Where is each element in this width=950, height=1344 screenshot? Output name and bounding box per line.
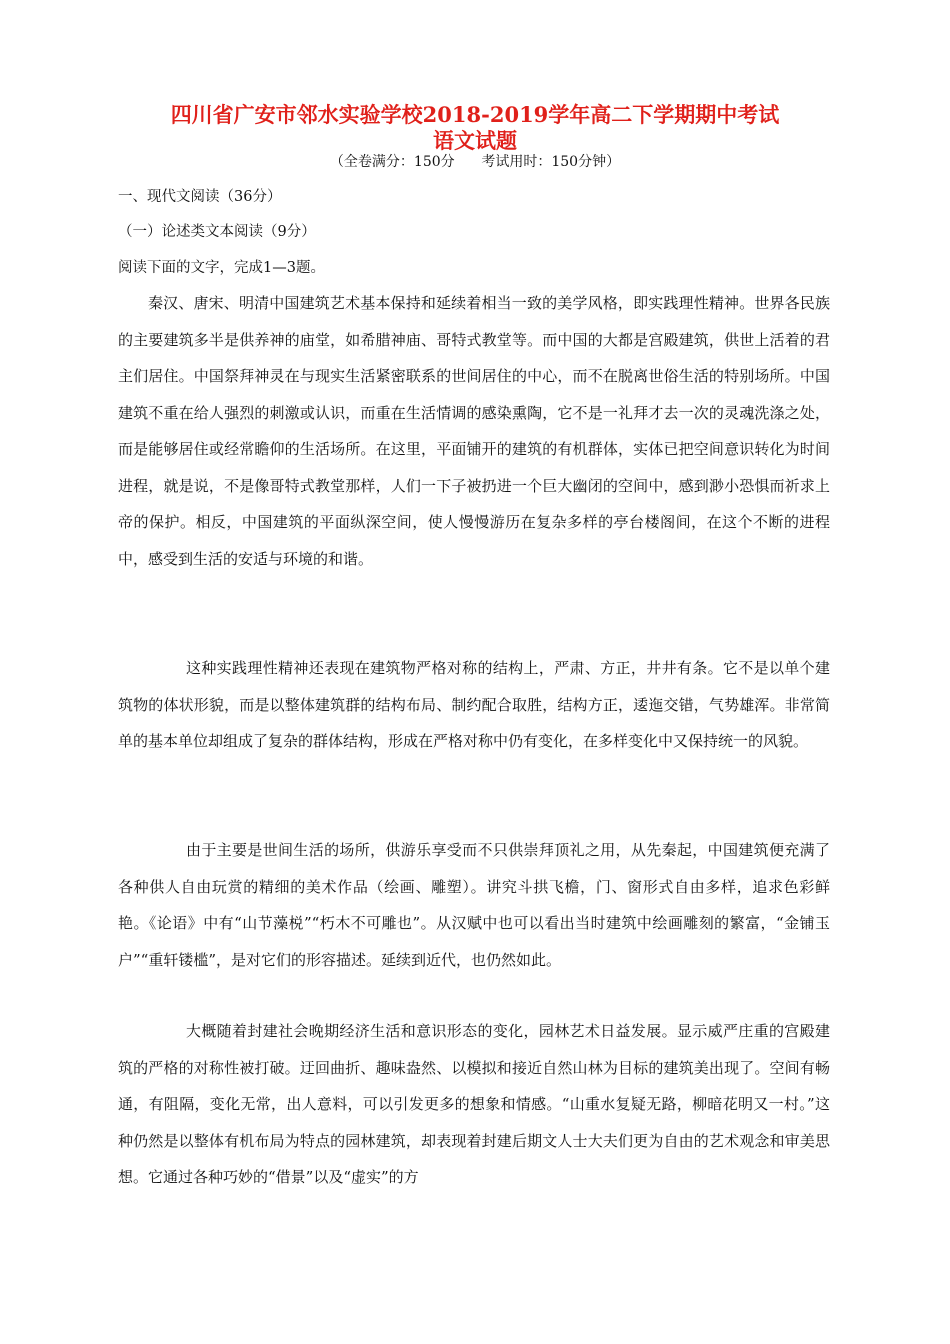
exam-subject-title: 语文试题 [433, 128, 517, 153]
exam-info: （全卷满分：150分 考试用时：150分钟） [329, 154, 621, 170]
passage-paragraph-4: 大概随着封建社会晚期经济生活和意识形态的变化，园林艺术日益发展。显示威严庄重的宫殿建筑的严格的对称性被打破。迂回曲折、趣味盎然、以模拟和接近自然山林为目标的建筑美出现了。空间有畅通，有阻隔，变化无常，出人意料，可以引发更多的想象和情感。“山重水复疑无路，柳暗花明又一村。”这种仍然是以整体有机布局为特点的园林建筑，却表现着封建后期文人士大夫们更为自由的艺术观念和审美思想。它通过各种巧妙的“借景”以及“虚实”的方 [118, 1022, 830, 1186]
reading-instruction: 阅读下面的文字，完成1—3题。 [118, 260, 325, 276]
passage-paragraph-1: 秦汉、唐宋、明清中国建筑艺术基本保持和延续着相当一致的美学风格，即实践理性精神。世界各民族的主要建筑多半是供养神的庙堂，如希腊神庙、哥特式教堂等。而中国的大都是宫殿建筑，供世上活着的君主们居住。中国祭拜神灵在与现实生活紧密联系的世间居住的中心，而不在脱离世俗生活的特别场所。中国建筑不重在给人强烈的刺激或认识，而重在生活情调的感染熏陶，它不是一礼拜才去一次的灵魂洗涤之处，而是能够居住或经常瞻仰的生活场所。在这里，平面铺开的建筑的有机群体，实体已把空间意识转化为时间进程，就是说，不是像哥特式教堂那样，人们一下子被扔进一个巨大幽闭的空间中，感到渺小恐惧而祈求上帝的保护。相反，中国建筑的平面纵深空间，使人慢慢游历在复杂多样的亭台楼阁间，在这个不断的进程中，感受到生活的安适与环境的和谐。 [118, 294, 830, 568]
exam-title: 四川省广安市邻水实验学校2018-2019学年高二下学期期中考试 [170, 102, 780, 127]
section-heading: 一、现代文阅读（36分） [118, 189, 282, 205]
passage-paragraph-3: 由于主要是世间生活的场所，供游乐享受而不只供崇拜顶礼之用，从先秦起，中国建筑便充满了各种供人自由玩赏的精细的美术作品（绘画、雕塑）。讲究斗拱飞檐，门、窗形式自由多样，追求色彩鲜艳。《论语》中有“山节藻棁”“朽木不可雕也”。从汉赋中也可以看出当时建筑中绘画雕刻的繁富，“金铺玉户”“重轩镂槛”，是对它们的形容描述。延续到近代，也仍然如此。 [118, 841, 830, 969]
subsection-heading: （一）论述类文本阅读（9分） [118, 224, 316, 240]
passage-paragraph-2: 这种实践理性精神还表现在建筑物严格对称的结构上，严肃、方正，井井有条。它不是以单个建筑物的体状形貌，而是以整体建筑群的结构布局、制约配合取胜，结构方正，逶迤交错，气势雄浑。非常简单的基本单位却组成了复杂的群体结构，形成在严格对称中仍有变化，在多样变化中又保持统一的风貌。 [118, 659, 830, 750]
